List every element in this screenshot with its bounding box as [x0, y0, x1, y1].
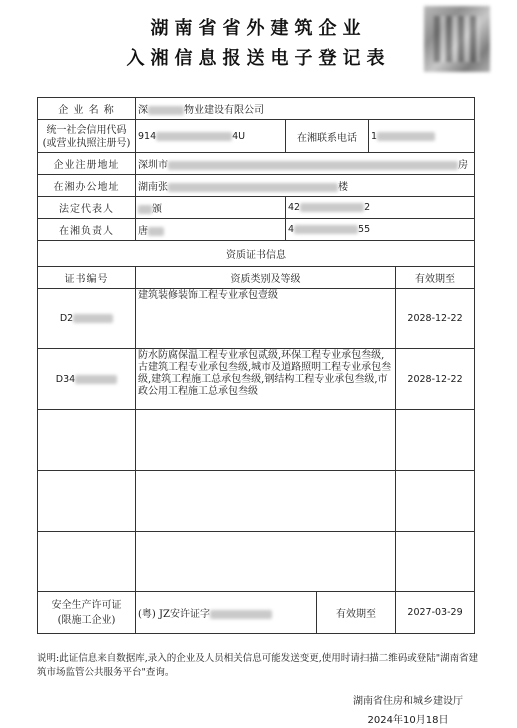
- company-name-label: 企 业 名 称: [38, 98, 136, 120]
- table-row: [38, 471, 475, 532]
- redaction: [156, 132, 232, 141]
- safety-expiry-label: 有效期至: [317, 592, 396, 634]
- cert-expiry: 2028-12-22: [396, 289, 475, 349]
- cert-category: 建筑装修装饰工程专业承包壹级: [136, 289, 396, 349]
- row-hunan-office: [38, 175, 475, 197]
- redaction: [168, 183, 338, 192]
- row-qual-header: [38, 267, 475, 289]
- safety-expiry-value: 2027-03-29: [396, 592, 475, 634]
- form-title-line2: 入湘信息报送电子登记表: [126, 48, 391, 69]
- redaction: [148, 227, 164, 236]
- col-category: 资质类别及等级: [136, 267, 396, 289]
- redaction: [294, 225, 358, 234]
- cert-no: D2: [38, 289, 136, 349]
- row-hunan-lead: [38, 219, 475, 241]
- registration-table: [37, 97, 475, 634]
- form-title-line1: 湖南省省外建筑企业: [150, 18, 367, 39]
- redaction: [75, 375, 117, 384]
- row-reg-address: [38, 153, 475, 175]
- redaction: [168, 161, 458, 170]
- col-cert-no: 证书编号: [38, 267, 136, 289]
- row-safety-license: [38, 592, 475, 634]
- qr-code-icon[interactable]: [424, 6, 490, 72]
- row-legal-rep: [38, 197, 475, 219]
- cert-no: D34: [38, 349, 136, 410]
- issuer-name: 湖南省住房和城乡建设厅: [353, 696, 463, 707]
- redaction: [210, 610, 272, 619]
- hunan-office-value: 湖南张 楼: [136, 175, 475, 197]
- redaction: [300, 203, 364, 212]
- reg-address-label: 企业注册地址: [38, 153, 136, 175]
- credit-code-label: 统一社会信用代码 (或营业执照注册号): [38, 120, 136, 153]
- table-row: [38, 410, 475, 471]
- reg-address-value: 深圳市 房: [136, 153, 475, 175]
- hunan-phone-label: 在湘联系电话: [286, 120, 369, 153]
- hunan-office-label: 在湘办公地址: [38, 175, 136, 197]
- redaction: [73, 314, 113, 323]
- row-company-name: [38, 98, 475, 120]
- legal-rep-label: 法定代表人: [38, 197, 136, 219]
- company-name-value: 深 物业建设有限公司: [136, 98, 475, 120]
- col-expiry: 有效期至: [396, 267, 475, 289]
- safety-license-value: (粤) JZ安许证字: [136, 592, 317, 634]
- table-row: [38, 349, 475, 410]
- table-row: [38, 289, 475, 349]
- row-credit-code: [38, 120, 475, 153]
- redaction: [148, 106, 184, 115]
- credit-code-value: 914 4U: [136, 120, 286, 153]
- qualification-section-title: 资质证书信息: [38, 241, 475, 267]
- redaction: [377, 132, 435, 141]
- legal-rep-name: 颁: [136, 197, 286, 219]
- legal-rep-id: 42 2: [286, 197, 475, 219]
- cert-category: 防水防腐保温工程专业承包贰级,环保工程专业承包叁级,古建筑工程专业承包叁级,城市及道路照明工程专业承包叁级,建筑工程施工总承包叁级,钢结构工程专业承包叁级,市政公用工程施工总承包叁级: [136, 349, 396, 410]
- hunan-phone-value: 1: [369, 120, 475, 153]
- disclaimer-note: 说明:此证信息来自数据库,录入的企业及人员相关信息可能发送变更,使用时请扫描二维码或登陆"湖南省建筑市场监管公共服务平台"查询。: [37, 653, 479, 678]
- issue-date: 2024年10月18日: [367, 715, 449, 726]
- safety-license-label: 安全生产许可证 (限施工企业): [38, 592, 136, 634]
- redaction: [138, 205, 152, 214]
- hunan-lead-id: 4 55: [286, 219, 475, 241]
- cert-expiry: 2028-12-22: [396, 349, 475, 410]
- row-qual-section: [38, 241, 475, 267]
- hunan-lead-name: 唐: [136, 219, 286, 241]
- table-row: [38, 532, 475, 592]
- hunan-lead-label: 在湘负责人: [38, 219, 136, 241]
